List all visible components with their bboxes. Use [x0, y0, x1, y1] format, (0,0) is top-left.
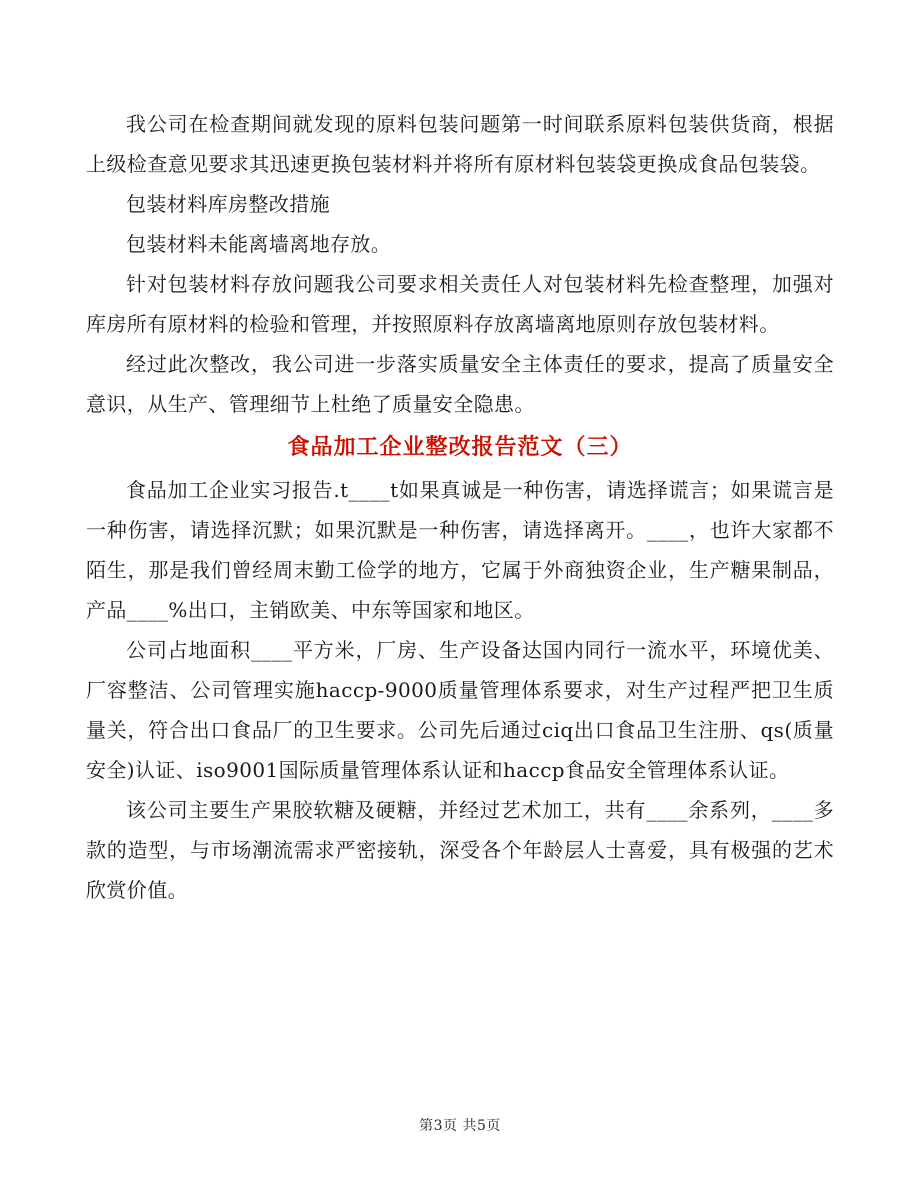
- paragraph-warehouse-heading: 包装材料库房整改措施: [126, 192, 330, 216]
- section-title: 食品加工企业整改报告范文（三）: [287, 434, 633, 460]
- document-page: [86, 104, 834, 910]
- paragraph-issue: 包装材料未能离墙离地存放。: [126, 232, 392, 256]
- paragraph-measures: 针对包装材料存放问题我公司要求相关责任人对包装材料先检查整理，加强对库房所有原材料的检验和管理，并按照原料存放离墙离地原则存放包装材料。: [86, 272, 834, 336]
- paragraph-supplier-contact: 我公司在检查期间就发现的原料包装问题第一时间联系原料包装供货商，根据上级检查意见要求其迅速更换包装材料并将所有原材料包装袋更换成食品包装袋。: [86, 112, 834, 176]
- paragraph-company-facilities: 公司占地面积____平方米，厂房、生产设备达国内同行一流水平，环境优美、厂容整洁、公司管理实施haccp-9000质量管理体系要求，对生产过程严把卫生质量关，符合出口食品厂的卫生要求。公司先后通过ciq出口食品卫生注册、qs(质量安全)认证、iso9001国际质量管理体系认证和haccp食品安全管理体系认证。: [86, 638, 834, 782]
- paragraph-internship-intro: 食品加工企业实习报告.t____t如果真诚是一种伤害，请选择谎言；如果谎言是一种伤害，请选择沉默；如果沉默是一种伤害，请选择离开。____，也许大家都不陌生，那是我们曾经周末勤工俭学的地方，它属于外商独资企业，生产糖果制品，产品____%出口，主销欧美、中东等国家和地区。: [86, 478, 834, 622]
- page-number: 第3页 共5页: [419, 1118, 501, 1134]
- paragraph-products: 该公司主要生产果胶软糖及硬糖，并经过艺术加工，共有____余系列，____多款的造型，与市场潮流需求严密接轨，深受各个年龄层人士喜爱，具有极强的艺术欣赏价值。: [86, 798, 834, 902]
- paragraph-conclusion: 经过此次整改，我公司进一步落实质量安全主体责任的要求，提高了质量安全意识，从生产、管理细节上杜绝了质量安全隐患。: [86, 352, 834, 416]
